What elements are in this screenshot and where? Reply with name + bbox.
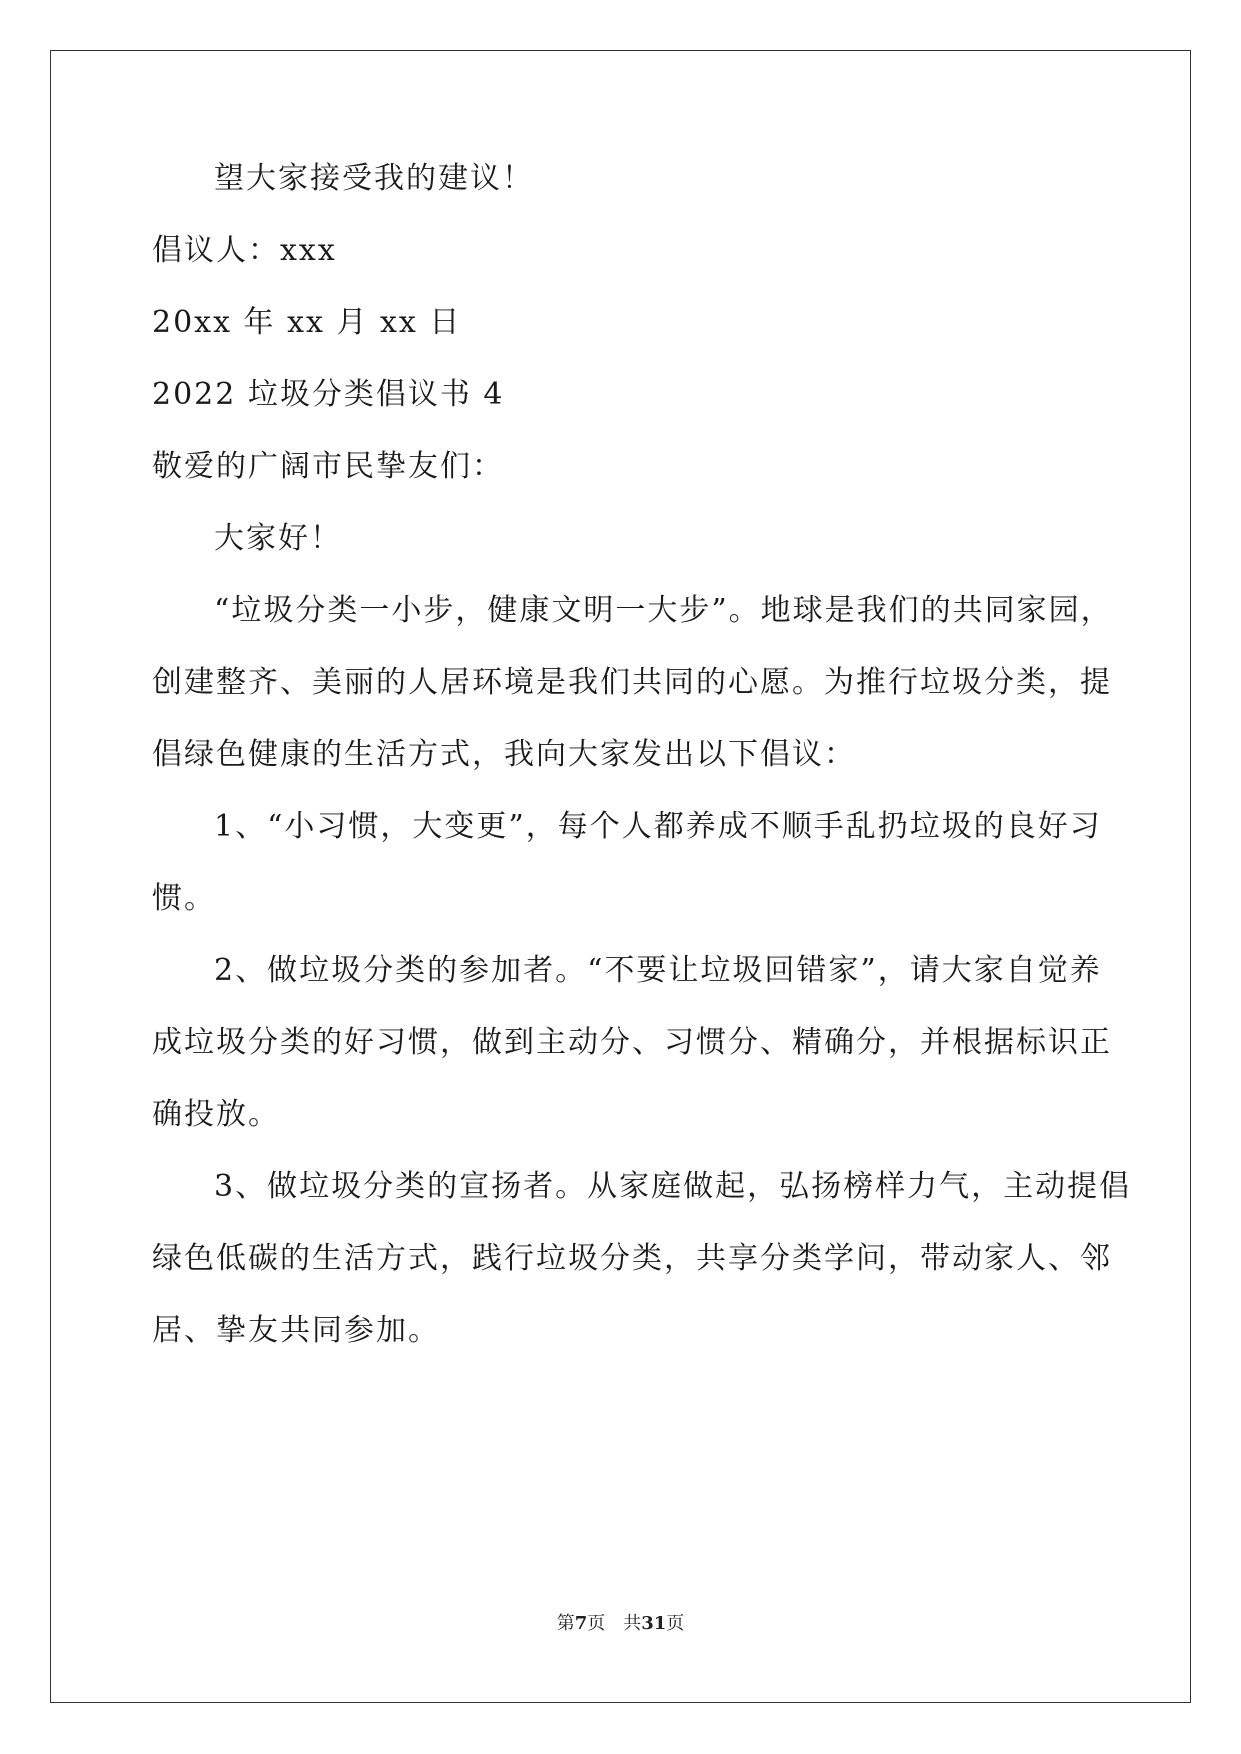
proposal-item-1: 1、“小习惯，大变更”，每个人都养成不顺手乱扔垃圾的良好习	[214, 809, 1102, 844]
proposal-item-2-cont: 确投放。	[152, 1097, 280, 1132]
salutation: 敬爱的广阔市民挚友们：	[152, 449, 504, 484]
proposal-item-3: 3、做垃圾分类的宣扬者。从家庭做起，弘扬榜样力气，主动提倡	[214, 1169, 1132, 1204]
proposer-line: 倡议人：xxx	[152, 233, 337, 268]
footer-middle: 页 共	[587, 1613, 642, 1634]
total-pages-number: 31	[641, 1613, 667, 1634]
paragraph-line: 创建整齐、美丽的人居环境是我们共同的心愿。为推行垃圾分类，提	[152, 665, 1112, 700]
proposal-item-2: 2、做垃圾分类的参加者。“不要让垃圾回错家”，请大家自觉养	[214, 953, 1102, 988]
proposal-item-2-cont: 成垃圾分类的好习惯，做到主动分、习惯分、精确分，并根据标识正	[152, 1025, 1112, 1060]
paragraph-line: 倡绿色健康的生活方式，我向大家发出以下倡议：	[152, 737, 856, 772]
date-line: 20xx 年 xx 月 xx 日	[152, 305, 462, 340]
greeting: 大家好！	[214, 521, 342, 556]
footer-suffix: 页	[666, 1613, 685, 1634]
page-border	[50, 50, 1191, 1703]
proposal-item-3-cont: 居、挚友共同参加。	[152, 1313, 440, 1348]
proposal-item-3-cont: 绿色低碳的生活方式，践行垃圾分类，共享分类学问，带动家人、邻	[152, 1241, 1112, 1276]
current-page-number: 7	[574, 1613, 588, 1634]
paragraph-line: “垃圾分类一小步，健康文明一大步”。地球是我们的共同家园，	[214, 593, 1113, 628]
footer-prefix: 第	[556, 1613, 575, 1634]
closing-line: 望大家接受我的建议！	[214, 161, 534, 196]
page-footer	[0, 1612, 1241, 1636]
section-title: 2022 垃圾分类倡议书 4	[152, 377, 505, 412]
proposal-item-1-cont: 惯。	[152, 881, 216, 916]
